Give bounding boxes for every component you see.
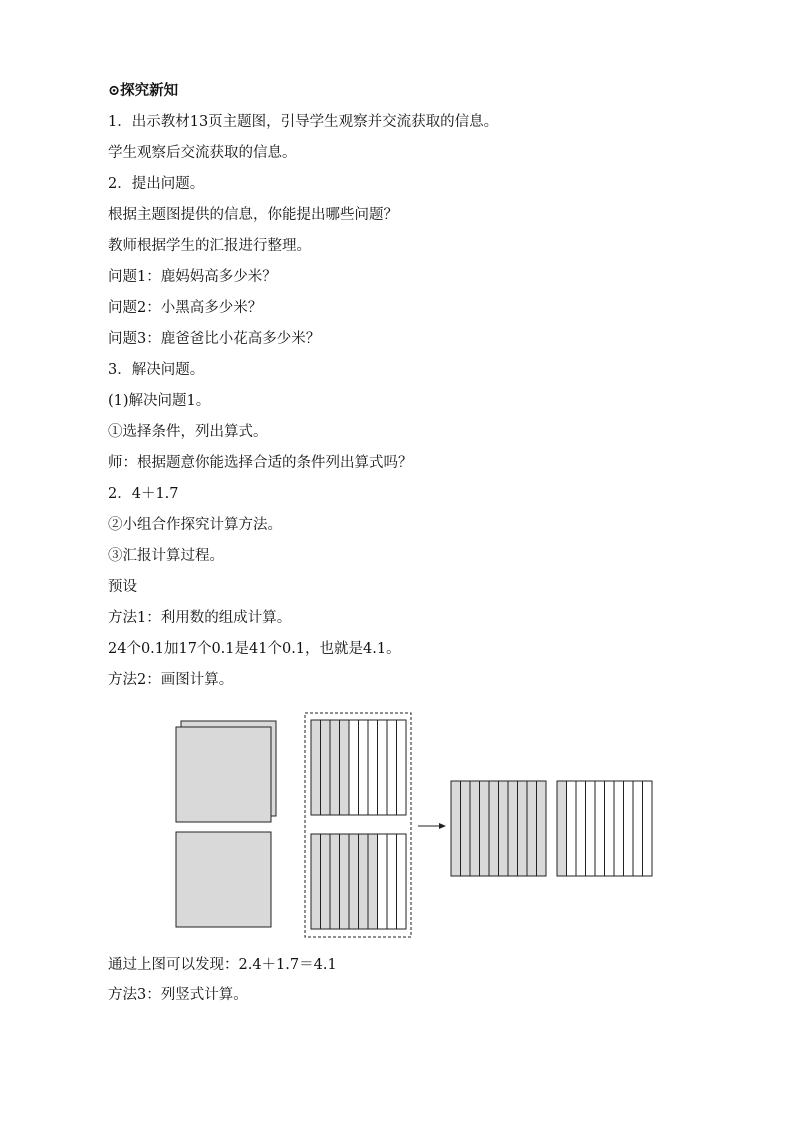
text-line: 预设 [108, 579, 137, 595]
unit-square-single [176, 832, 271, 927]
text-line: 问题1：鹿妈妈高多少米？ [108, 269, 277, 285]
tenth-strip [480, 781, 490, 876]
result-statement: 通过上图可以发现：2.4＋1.7＝4.1 [108, 957, 337, 973]
text-line: 方法3：列竖式计算。 [108, 987, 248, 1003]
result-bar-first [451, 781, 546, 876]
tenths-bar-bottom [311, 834, 406, 929]
tenth-strip [359, 834, 369, 929]
text-line: 2．提出问题。 [108, 176, 205, 192]
tenth-strip [397, 834, 407, 929]
tenth-strip [489, 781, 499, 876]
tenth-strip [508, 781, 518, 876]
text-line: 师：根据题意你能选择合适的条件列出算式吗？ [108, 455, 413, 471]
text-line: 根据主题图提供的信息，你能提出哪些问题？ [108, 207, 398, 223]
text-line: 问题2：小黑高多少米？ [108, 300, 263, 316]
text-line: 问题3：鹿爸爸比小花高多少米？ [108, 331, 321, 347]
tenth-strip [378, 834, 388, 929]
unit-square-front [176, 727, 271, 822]
tenth-strip [624, 781, 634, 876]
result-bar-second [557, 781, 652, 876]
text-line: 方法1：利用数的组成计算。 [108, 610, 292, 626]
tenth-strip [614, 781, 624, 876]
tenth-strip [349, 834, 359, 929]
tenth-strip [499, 781, 509, 876]
tenth-strip [321, 834, 331, 929]
tenth-strip [340, 720, 350, 815]
tenth-strip [340, 834, 350, 929]
text-line: 学生观察后交流获取的信息。 [108, 145, 297, 161]
text-line: 1．出示教材13页主题图，引导学生观察并交流获取的信息。 [108, 114, 499, 130]
tenth-strip [387, 834, 397, 929]
tenth-strip [537, 781, 547, 876]
tenth-strip [643, 781, 653, 876]
tenth-strip [368, 834, 378, 929]
arrow-icon [418, 823, 446, 829]
tenth-strip [586, 781, 596, 876]
tenths-bar-top [311, 720, 406, 815]
tenth-strip [311, 834, 321, 929]
text-line: ③汇报计算过程。 [108, 548, 224, 564]
tenth-strip [378, 720, 388, 815]
tenth-strip [633, 781, 643, 876]
tenth-strip [451, 781, 461, 876]
tenth-strip [461, 781, 471, 876]
text-line: ②小组合作探究计算方法。 [108, 517, 282, 533]
arrow-head [439, 823, 446, 829]
text-line: 方法2：画图计算。 [108, 672, 234, 688]
tenth-strip [576, 781, 586, 876]
tenth-strip [605, 781, 615, 876]
tenths-bars-group [305, 713, 411, 937]
tenth-strip [368, 720, 378, 815]
tenth-strip [595, 781, 605, 876]
unit-squares-group [176, 721, 276, 927]
tenth-strip [567, 781, 577, 876]
tenth-strip [359, 720, 369, 815]
text-line: 2．4＋1.7 [108, 486, 179, 502]
text-line: 教师根据学生的汇报进行整理。 [108, 238, 311, 254]
section-heading: ⊙探究新知 [108, 82, 179, 99]
text-line: 24个0.1加17个0.1是41个0.1，也就是4.1。 [108, 641, 401, 657]
tenth-strip [321, 720, 331, 815]
tenth-strip [518, 781, 528, 876]
text-line: 3．解决问题。 [108, 362, 205, 378]
tenth-strip [330, 720, 340, 815]
tenth-strip [527, 781, 537, 876]
tenth-strip [470, 781, 480, 876]
tenth-strip [330, 834, 340, 929]
tenth-strip [387, 720, 397, 815]
tenth-strip [397, 720, 407, 815]
tenth-strip [557, 781, 567, 876]
tenth-strip [311, 720, 321, 815]
result-bars-group [451, 781, 652, 876]
text-line: (1)解决问题1。 [108, 393, 211, 409]
tenth-strip [349, 720, 359, 815]
text-line: ①选择条件，列出算式。 [108, 424, 268, 440]
